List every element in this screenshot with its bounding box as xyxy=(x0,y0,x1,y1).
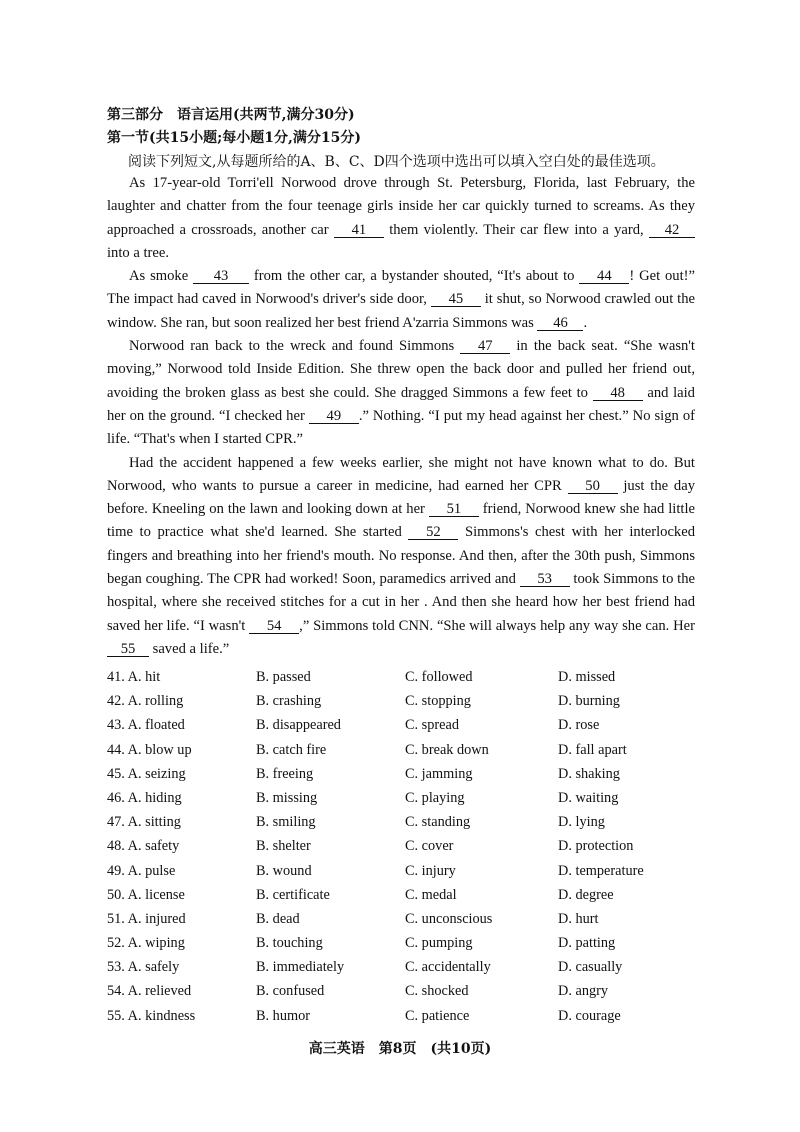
option-d: D. rose xyxy=(558,717,600,734)
option-d: D. lying xyxy=(558,814,605,831)
option-a: 41. A. hit xyxy=(107,669,161,685)
passage-text: just the day before. Kneeling on the lawn and looking down at her xyxy=(107,477,695,518)
option-b: B. shelter xyxy=(256,838,311,855)
option-c: C. patience xyxy=(405,1007,470,1024)
blank-53: 53 xyxy=(520,572,570,587)
option-b: B. smiling xyxy=(256,814,316,831)
option-d: D. missed xyxy=(558,669,616,685)
option-row-48 xyxy=(107,838,667,862)
option-row-54 xyxy=(107,983,667,1007)
option-a: 47. A. sitting xyxy=(107,814,181,831)
option-b: B. disappeared xyxy=(256,717,341,734)
blank-55: 55 xyxy=(107,642,149,657)
option-d: D. hurt xyxy=(558,910,599,927)
option-c: C. jamming xyxy=(405,765,473,782)
option-row-50 xyxy=(107,887,667,911)
option-b: B. passed xyxy=(256,669,311,685)
passage-text: took Simmons to the hospital, where she received stitches for a cut in her . And then she heard how her best friend had saved her life. “I wasn't xyxy=(107,571,696,634)
reading-passage xyxy=(107,172,695,661)
option-a: 42. A. rolling xyxy=(107,693,184,710)
option-b: B. crashing xyxy=(256,693,322,710)
option-d: D. casually xyxy=(558,959,623,976)
option-b: B. missing xyxy=(256,789,318,806)
option-a: 46. A. hiding xyxy=(107,789,182,806)
option-c: C. accidentally xyxy=(405,959,491,976)
option-c: C. playing xyxy=(405,789,465,806)
passage-text: Had the accident happened a few weeks earlier, she might not have known what to do. But Norwood, who wants to pursue a career in medicine, had earned her CPR xyxy=(107,454,695,494)
option-c: C. spread xyxy=(405,717,459,734)
option-b: B. immediately xyxy=(256,959,345,976)
blank-43: 43 xyxy=(193,269,249,284)
passage-text: As smoke xyxy=(129,268,194,285)
passage-text: from the other car, a bystander shouted, “It's about to xyxy=(249,268,580,285)
blank-45: 45 xyxy=(431,292,481,307)
option-row-43 xyxy=(107,717,667,741)
option-row-47 xyxy=(107,814,667,838)
option-c: C. unconscious xyxy=(405,910,493,927)
passage-text: .” Nothing. “I put my head against her chest.” No sign of life. “That's when I started CPR.” xyxy=(107,407,695,448)
option-d: D. angry xyxy=(558,983,609,1000)
passage-text: Norwood ran back to the wreck and found Simmons xyxy=(129,338,461,355)
blank-49: 49 xyxy=(309,409,359,424)
option-b: B. touching xyxy=(256,935,323,952)
option-d: D. waiting xyxy=(558,789,619,806)
option-row-52 xyxy=(107,935,667,959)
option-row-42 xyxy=(107,693,667,717)
part-title: 第三部分 语言运用(共两节,满分30分) xyxy=(107,107,355,123)
option-row-51 xyxy=(107,911,667,935)
option-c: C. pumping xyxy=(405,935,473,952)
answer-options xyxy=(107,669,667,1032)
option-c: C. standing xyxy=(405,814,471,831)
blank-44: 44 xyxy=(579,269,629,284)
option-a: 48. A. safety xyxy=(107,838,180,855)
passage-paragraph-1 xyxy=(107,172,695,265)
option-a: 45. A. seizing xyxy=(107,765,186,782)
option-c: C. stopping xyxy=(405,693,471,710)
option-c: C. followed xyxy=(405,669,473,685)
passage-text: and laid her on the ground. “I checked her xyxy=(107,384,695,424)
option-d: D. shaking xyxy=(558,765,620,782)
blank-51: 51 xyxy=(429,502,479,517)
option-row-41 xyxy=(107,669,667,693)
passage-text: . xyxy=(583,314,588,331)
passage-paragraph-4 xyxy=(107,452,695,662)
option-d: D. degree xyxy=(558,886,614,903)
blank-50: 50 xyxy=(568,479,618,494)
option-c: C. injury xyxy=(405,862,456,879)
option-row-45 xyxy=(107,766,667,790)
option-row-55 xyxy=(107,1008,667,1032)
passage-text: ,” Simmons told CNN. “She will always help any way she can. Her xyxy=(299,617,695,634)
option-d: D. courage xyxy=(558,1007,621,1024)
option-b: B. catch fire xyxy=(256,741,327,758)
option-b: B. certificate xyxy=(256,886,330,903)
option-b: B. humor xyxy=(256,1007,311,1024)
option-a: 44. A. blow up xyxy=(107,741,192,758)
option-a: 54. A. relieved xyxy=(107,983,192,1000)
passage-text: Simmons's chest with her interlocked fingers and breathing into her friend's mouth. No response. And then, after the 30th push, Simmons began coughing. The CPR had worked! Soon, paramedics arrived and xyxy=(107,524,696,588)
passage-paragraph-2 xyxy=(107,265,695,335)
option-a: 43. A. floated xyxy=(107,717,185,734)
passage-text: in the back seat. “She wasn't moving,” Norwood told Inside Edition. She threw open the back door and pulled her friend out, avoiding the broken glass as best she could. She dragged Simmons a few feet to xyxy=(107,338,695,401)
section-title: 第一节(共15小题;每小题1分,满分15分) xyxy=(107,130,361,146)
option-c: C. medal xyxy=(405,886,457,903)
option-b: B. wound xyxy=(256,862,312,879)
option-row-49 xyxy=(107,863,667,887)
passage-text: ! Get out!” The impact had caved in Norwood's driver's side door, xyxy=(107,268,695,308)
option-a: 49. A. pulse xyxy=(107,862,176,879)
option-b: B. confused xyxy=(256,983,325,1000)
blank-41: 41 xyxy=(334,223,384,238)
option-d: D. burning xyxy=(558,693,620,710)
instruction-text: 阅读下列短文,从每题所给的A、B、C、D四个选项中选出可以填入空白处的最佳选项。 xyxy=(128,154,665,170)
passage-paragraph-3 xyxy=(107,335,695,451)
option-d: D. temperature xyxy=(558,862,644,879)
blank-48: 48 xyxy=(593,386,643,401)
passage-text: friend, Norwood knew she had little time to practice what she'd learned. She started xyxy=(107,501,695,541)
blank-52: 52 xyxy=(408,525,458,540)
page-footer: 高三英语 第8页 (共10页) xyxy=(308,1041,492,1057)
option-c: C. shocked xyxy=(405,983,469,1000)
option-row-44 xyxy=(107,742,667,766)
option-d: D. fall apart xyxy=(558,741,627,758)
option-a: 51. A. injured xyxy=(107,910,186,927)
option-b: B. dead xyxy=(256,910,300,927)
option-a: 55. A. kindness xyxy=(107,1007,196,1024)
passage-text: saved a life.” xyxy=(149,640,230,657)
blank-42: 42 xyxy=(649,223,695,238)
option-b: B. freeing xyxy=(256,765,314,782)
passage-text: them violently. Their car flew into a yard, xyxy=(383,221,649,238)
option-a: 50. A. license xyxy=(107,886,185,903)
blank-46: 46 xyxy=(537,316,583,331)
option-a: 53. A. safely xyxy=(107,959,180,976)
option-row-46 xyxy=(107,790,667,814)
option-c: C. cover xyxy=(405,838,454,855)
blank-47: 47 xyxy=(460,339,510,354)
option-row-53 xyxy=(107,959,667,983)
blank-54: 54 xyxy=(249,619,299,634)
passage-text: As 17-year-old Torri'ell Norwood drove through St. Petersburg, Florida, last February, the laughter and chatter from the four teenage girls inside her car quickly turned to screams. As they approached a crossroads, another car xyxy=(107,175,695,238)
option-c: C. break down xyxy=(405,741,489,758)
option-d: D. patting xyxy=(558,935,616,952)
option-d: D. protection xyxy=(558,838,634,855)
option-a: 52. A. wiping xyxy=(107,935,185,952)
passage-text: it shut, so Norwood crawled out the window. She ran, but soon realized her best friend A'zarria Simmons was xyxy=(107,291,695,331)
passage-text: into a tree. xyxy=(107,244,169,261)
